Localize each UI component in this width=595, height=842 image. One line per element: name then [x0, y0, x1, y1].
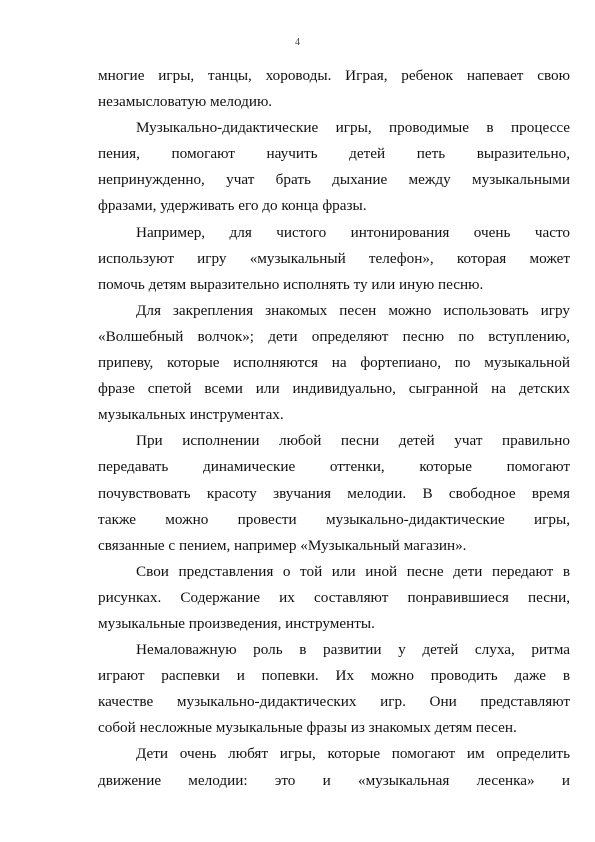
paragraph-first-line: Для закрепления знакомых песен можно использовать игру [136, 301, 570, 319]
text-line: рисунках. Содержание их составляют понравившиеся песни, [98, 588, 570, 606]
text-line: играют распевки и попевки. Их можно проводить даже в [98, 667, 570, 685]
text-line: музыкальные произведения, инструменты. [98, 614, 375, 632]
text-line: фразами, удерживать его до конца фразы. [98, 197, 367, 215]
paragraph-first-line: Например, для чистого интонирования очень часто [136, 223, 570, 241]
text-line: непринужденно, учат брать дыхание между музыкальными [98, 171, 570, 189]
paragraph-first-line: При исполнении любой песни детей учат правильно [136, 432, 570, 450]
text-line: передавать динамические оттенки, которые помогают [98, 458, 570, 476]
text-line: «Волшебный волчок»; дети определяют песню по вступлению, [98, 327, 570, 345]
text-line: припеву, которые исполняются на фортепиано, по музыкальной [98, 354, 570, 372]
text-line: музыкальных инструментах. [98, 406, 284, 424]
paragraph-first-line: Немаловажную роль в развитии у детей слуха, ритма [136, 641, 570, 659]
text-line: помочь детям выразительно исполнять ту или иную песню. [98, 275, 484, 293]
text-line: собой несложные музыкальные фразы из знакомых детям песен. [98, 719, 517, 737]
page-number: 4 [295, 37, 300, 48]
text-line: движение мелодии: это и «музыкальная лесенка» и [98, 771, 570, 789]
paragraph-first-line: Свои представления о той или иной песне дети передают в [136, 562, 570, 580]
text-line: фразе спетой всеми или индивидуально, сыгранной на детских [98, 380, 570, 398]
body-text [98, 63, 570, 794]
text-line: также можно провести музыкально-дидактические игры, [98, 510, 570, 528]
text-line: незамысловатую мелодию. [98, 93, 273, 111]
text-line: используют игру «музыкальный телефон», которая может [98, 249, 570, 267]
text-line: многие игры, танцы, хороводы. Играя, ребенок напевает свою [98, 67, 570, 84]
text-line: качестве музыкально-дидактических игр. Они представляют [98, 693, 570, 711]
paragraph-first-line: Дети очень любят игры, которые помогают им определить [136, 745, 570, 763]
text-line: почувствовать красоту звучания мелодии. В свободное время [98, 484, 570, 502]
paragraph-first-line: Музыкально-дидактические игры, проводимые в процессе [136, 119, 570, 137]
text-line: пения, помогают научить детей петь выразительно, [98, 145, 570, 163]
text-line: связанные с пением, например «Музыкальный магазин». [98, 536, 467, 554]
